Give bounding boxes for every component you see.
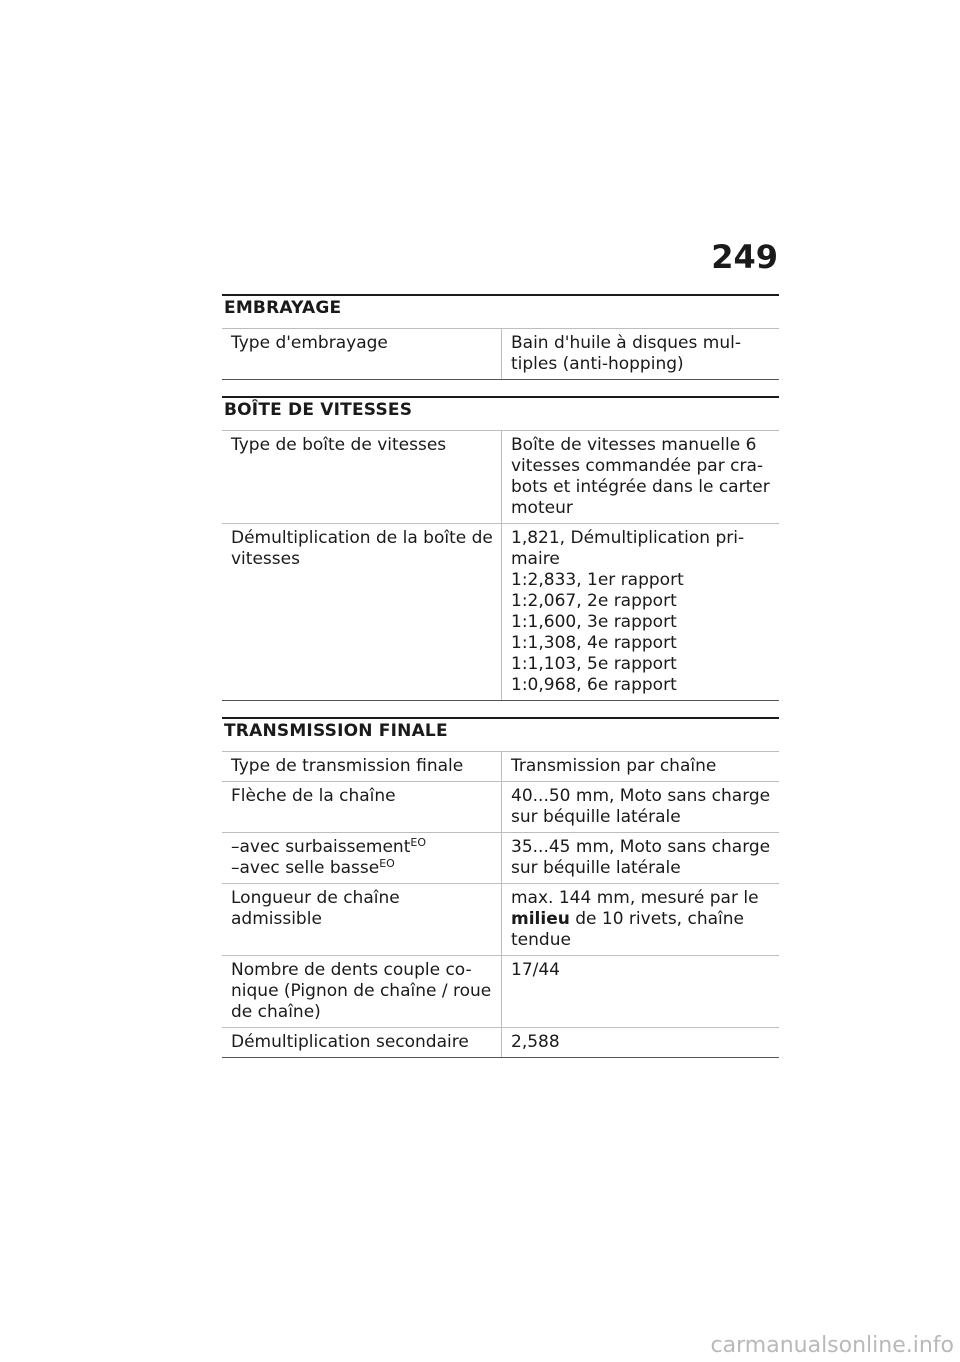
optional-equipment-marker: EO <box>379 857 395 870</box>
spec-label: Longueur de chaîne admissible <box>222 884 502 956</box>
spec-label: Démultiplication secondaire <box>222 1028 502 1058</box>
ratio-line: 1:1,600, 3e rapport <box>511 612 677 632</box>
ratio-line: 1:0,968, 6e rapport <box>511 675 677 695</box>
table-row <box>222 956 779 1028</box>
watermark: carmanualsonline.info <box>710 1333 954 1358</box>
value-text: de 10 rivets, chaîne tendue <box>511 909 744 950</box>
table-row <box>222 752 779 782</box>
spec-value: 17/44 <box>502 956 780 1028</box>
spec-value: 2,588 <box>502 1028 780 1058</box>
table-row <box>222 884 779 956</box>
section-final-drive <box>222 717 779 1058</box>
spec-label: Nombre de dents couple co-nique (Pignon de chaîne / roue de chaîne) <box>222 956 502 1028</box>
spec-label: Type de transmission finale <box>222 752 502 782</box>
ratio-line: 1:2,833, 1er rapport <box>511 570 684 590</box>
ratio-line: 1,821, Démultiplication pri-maire <box>511 528 745 569</box>
table-row <box>222 329 779 380</box>
spec-label: Type d'embrayage <box>222 329 502 380</box>
spec-table-final-drive <box>222 751 779 1058</box>
table-row <box>222 833 779 884</box>
table-row <box>222 1028 779 1058</box>
spec-value: 35...45 mm, Moto sans charge sur béquille latérale <box>502 833 780 884</box>
table-row <box>222 782 779 833</box>
option-line <box>231 858 493 879</box>
section-title-final-drive: TRANSMISSION FINALE <box>222 717 779 751</box>
spec-content <box>222 294 779 1074</box>
section-gearbox <box>222 396 779 701</box>
option-line <box>231 837 493 858</box>
spec-label-list <box>222 833 502 884</box>
optional-equipment-marker: EO <box>410 836 426 849</box>
spec-label: Démultiplication de la boîte de vitesses <box>222 524 502 701</box>
spec-value: Boîte de vitesses manuelle 6 vitesses commandée par cra-bots et intégrée dans le carter moteur <box>502 431 780 524</box>
value-text: max. 144 mm, mesuré par le <box>511 888 759 908</box>
table-row <box>222 524 779 701</box>
section-clutch <box>222 294 779 380</box>
option-lowering-label: –avec surbaissement <box>231 837 411 857</box>
ratio-line: 1:2,067, 2e rapport <box>511 591 677 611</box>
spec-label: Type de boîte de vitesses <box>222 431 502 524</box>
spec-value-list <box>502 524 780 701</box>
page-number: 249 <box>711 238 778 276</box>
ratio-line: 1:1,103, 5e rapport <box>511 654 677 674</box>
ratio-line: 1:1,308, 4e rapport <box>511 633 677 653</box>
value-emphasis: milieu <box>511 909 570 929</box>
spec-value <box>502 884 780 956</box>
spec-value: Transmission par chaîne <box>502 752 780 782</box>
spec-label: Flèche de la chaîne <box>222 782 502 833</box>
table-row <box>222 431 779 524</box>
spec-table-gearbox <box>222 430 779 701</box>
section-title-clutch: EMBRAYAGE <box>222 294 779 328</box>
option-low-seat-label: –avec selle basse <box>231 858 380 878</box>
spec-table-clutch <box>222 328 779 380</box>
spec-value: 40...50 mm, Moto sans charge sur béquille latérale <box>502 782 780 833</box>
section-title-gearbox: BOÎTE DE VITESSES <box>222 396 779 430</box>
spec-value: Bain d'huile à disques mul-tiples (anti-hopping) <box>502 329 780 380</box>
